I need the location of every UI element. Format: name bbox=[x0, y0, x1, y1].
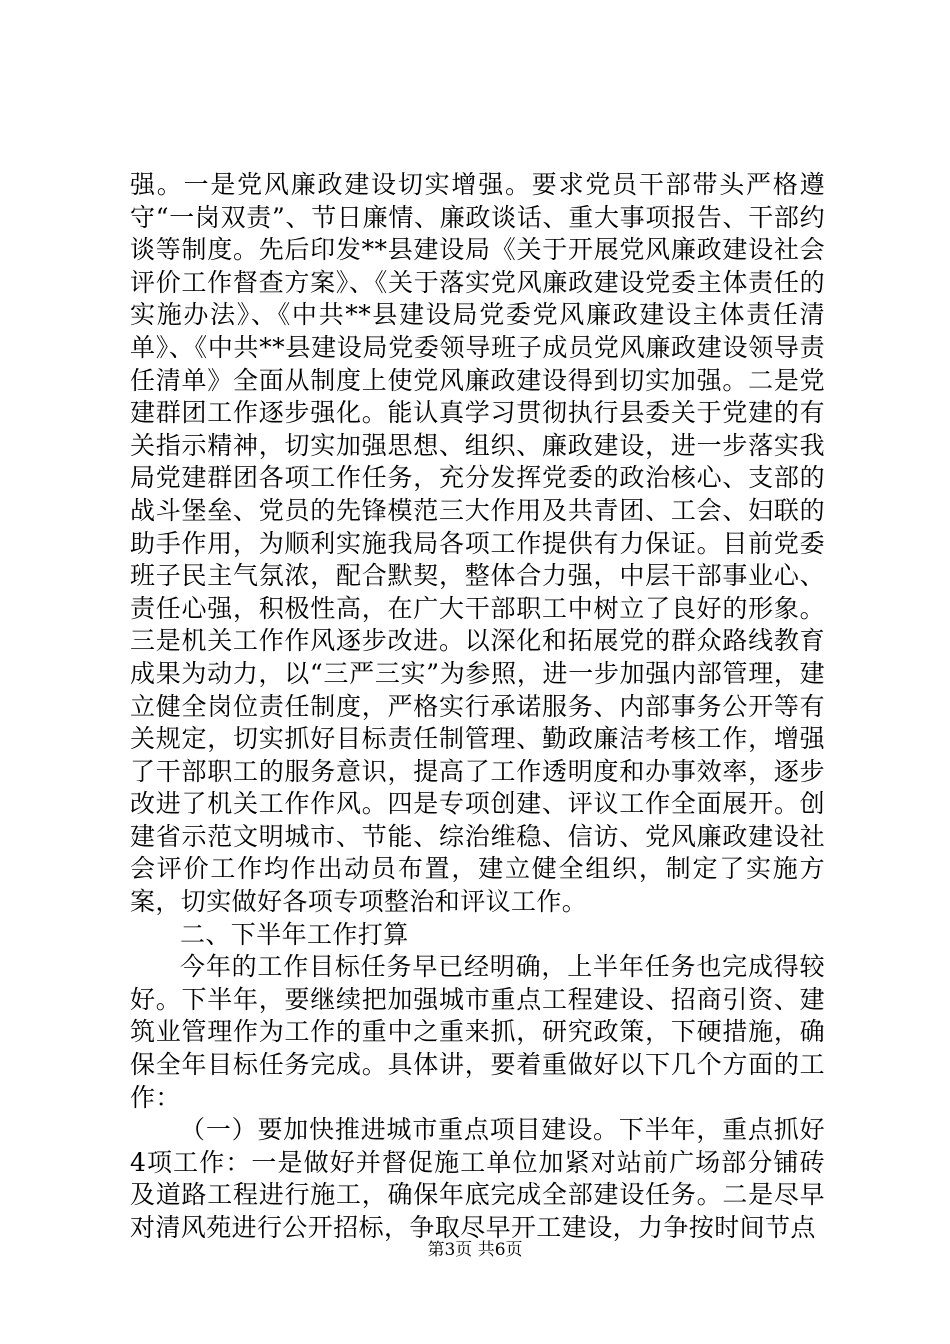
page-number-footer: 第3页 共6页 bbox=[427, 1240, 523, 1260]
paragraph-key-projects: （一）要加快推进城市重点项目建设。下半年，重点抓好4项工作：一是做好并督促施工单位加紧对站前广场部分铺砖及道路工程进行施工，确保年底完成全部建设任务。二是尽早对清风苑进行公开招标，争取尽早开工建设，力争按时间节点 bbox=[130, 1115, 825, 1242]
document-body bbox=[130, 169, 825, 1245]
paragraph-party-conduct: 强。一是党风廉政建设切实增强。要求党员干部带头严格遵守“一岗双责”、节日廉情、廉政谈话、重大事项报告、干部约谈等制度。先后印发**县建设局《关于开展党风廉政建设社会评价工作督查方案》、《关于落实党风廉政建设党委主体责任的实施办法》、《中共**县建设局党委党风廉政建设主体责任清单》、《中共**县建设局党委领导班子成员党风廉政建设领导责任清单》全面从制度上使党风廉政建设得到切实加强。二是党建群团工作逐步强化。能认真学习贯彻执行县委关于党建的有关指示精神，切实加强思想、组织、廉政建设，进一步落实我局党建群团各项工作任务，充分发挥党委的政治核心、支部的战斗堡垒、党员的先锋模范三大作用及共青团、工会、妇联的助手作用，为顺利实施我局各项工作提供有力保证。目前党委班子民主气氛浓，配合默契，整体合力强，中层干部事业心、责任心强，积极性高，在广大干部职工中树立了良好的形象。三是机关工作作风逐步改进。以深化和拓展党的群众路线教育成果为动力，以“三严三实”为参照，进一步加强内部管理，建立健全岗位责任制度，严格实行承诺服务、内部事务公开等有关规定，切实抓好目标责任制管理、勤政廉洁考核工作，增强了干部职工的服务意识，提高了工作透明度和办事效率，逐步改进了机关工作作风。四是专项创建、评议工作全面展开。创建省示范文明城市、节能、综治维稳、信访、党风廉政建设社会评价工作均作出动员布置，建立健全组织，制定了实施方案，切实做好各项专项整治和评议工作。 bbox=[130, 170, 825, 917]
section-heading-second-half-plan: 二、下半年工作打算 bbox=[180, 919, 409, 949]
paragraph-work-goals: 今年的工作目标任务早已经明确，上半年任务也完成得较好。下半年，要继续把加强城市重点工程建设、招商引资、建筑业管理作为工作的重中之重来抓，研究政策，下硬措施，确保全年目标任务完成。具体讲，要着重做好以下几个方面的工作： bbox=[130, 952, 825, 1112]
